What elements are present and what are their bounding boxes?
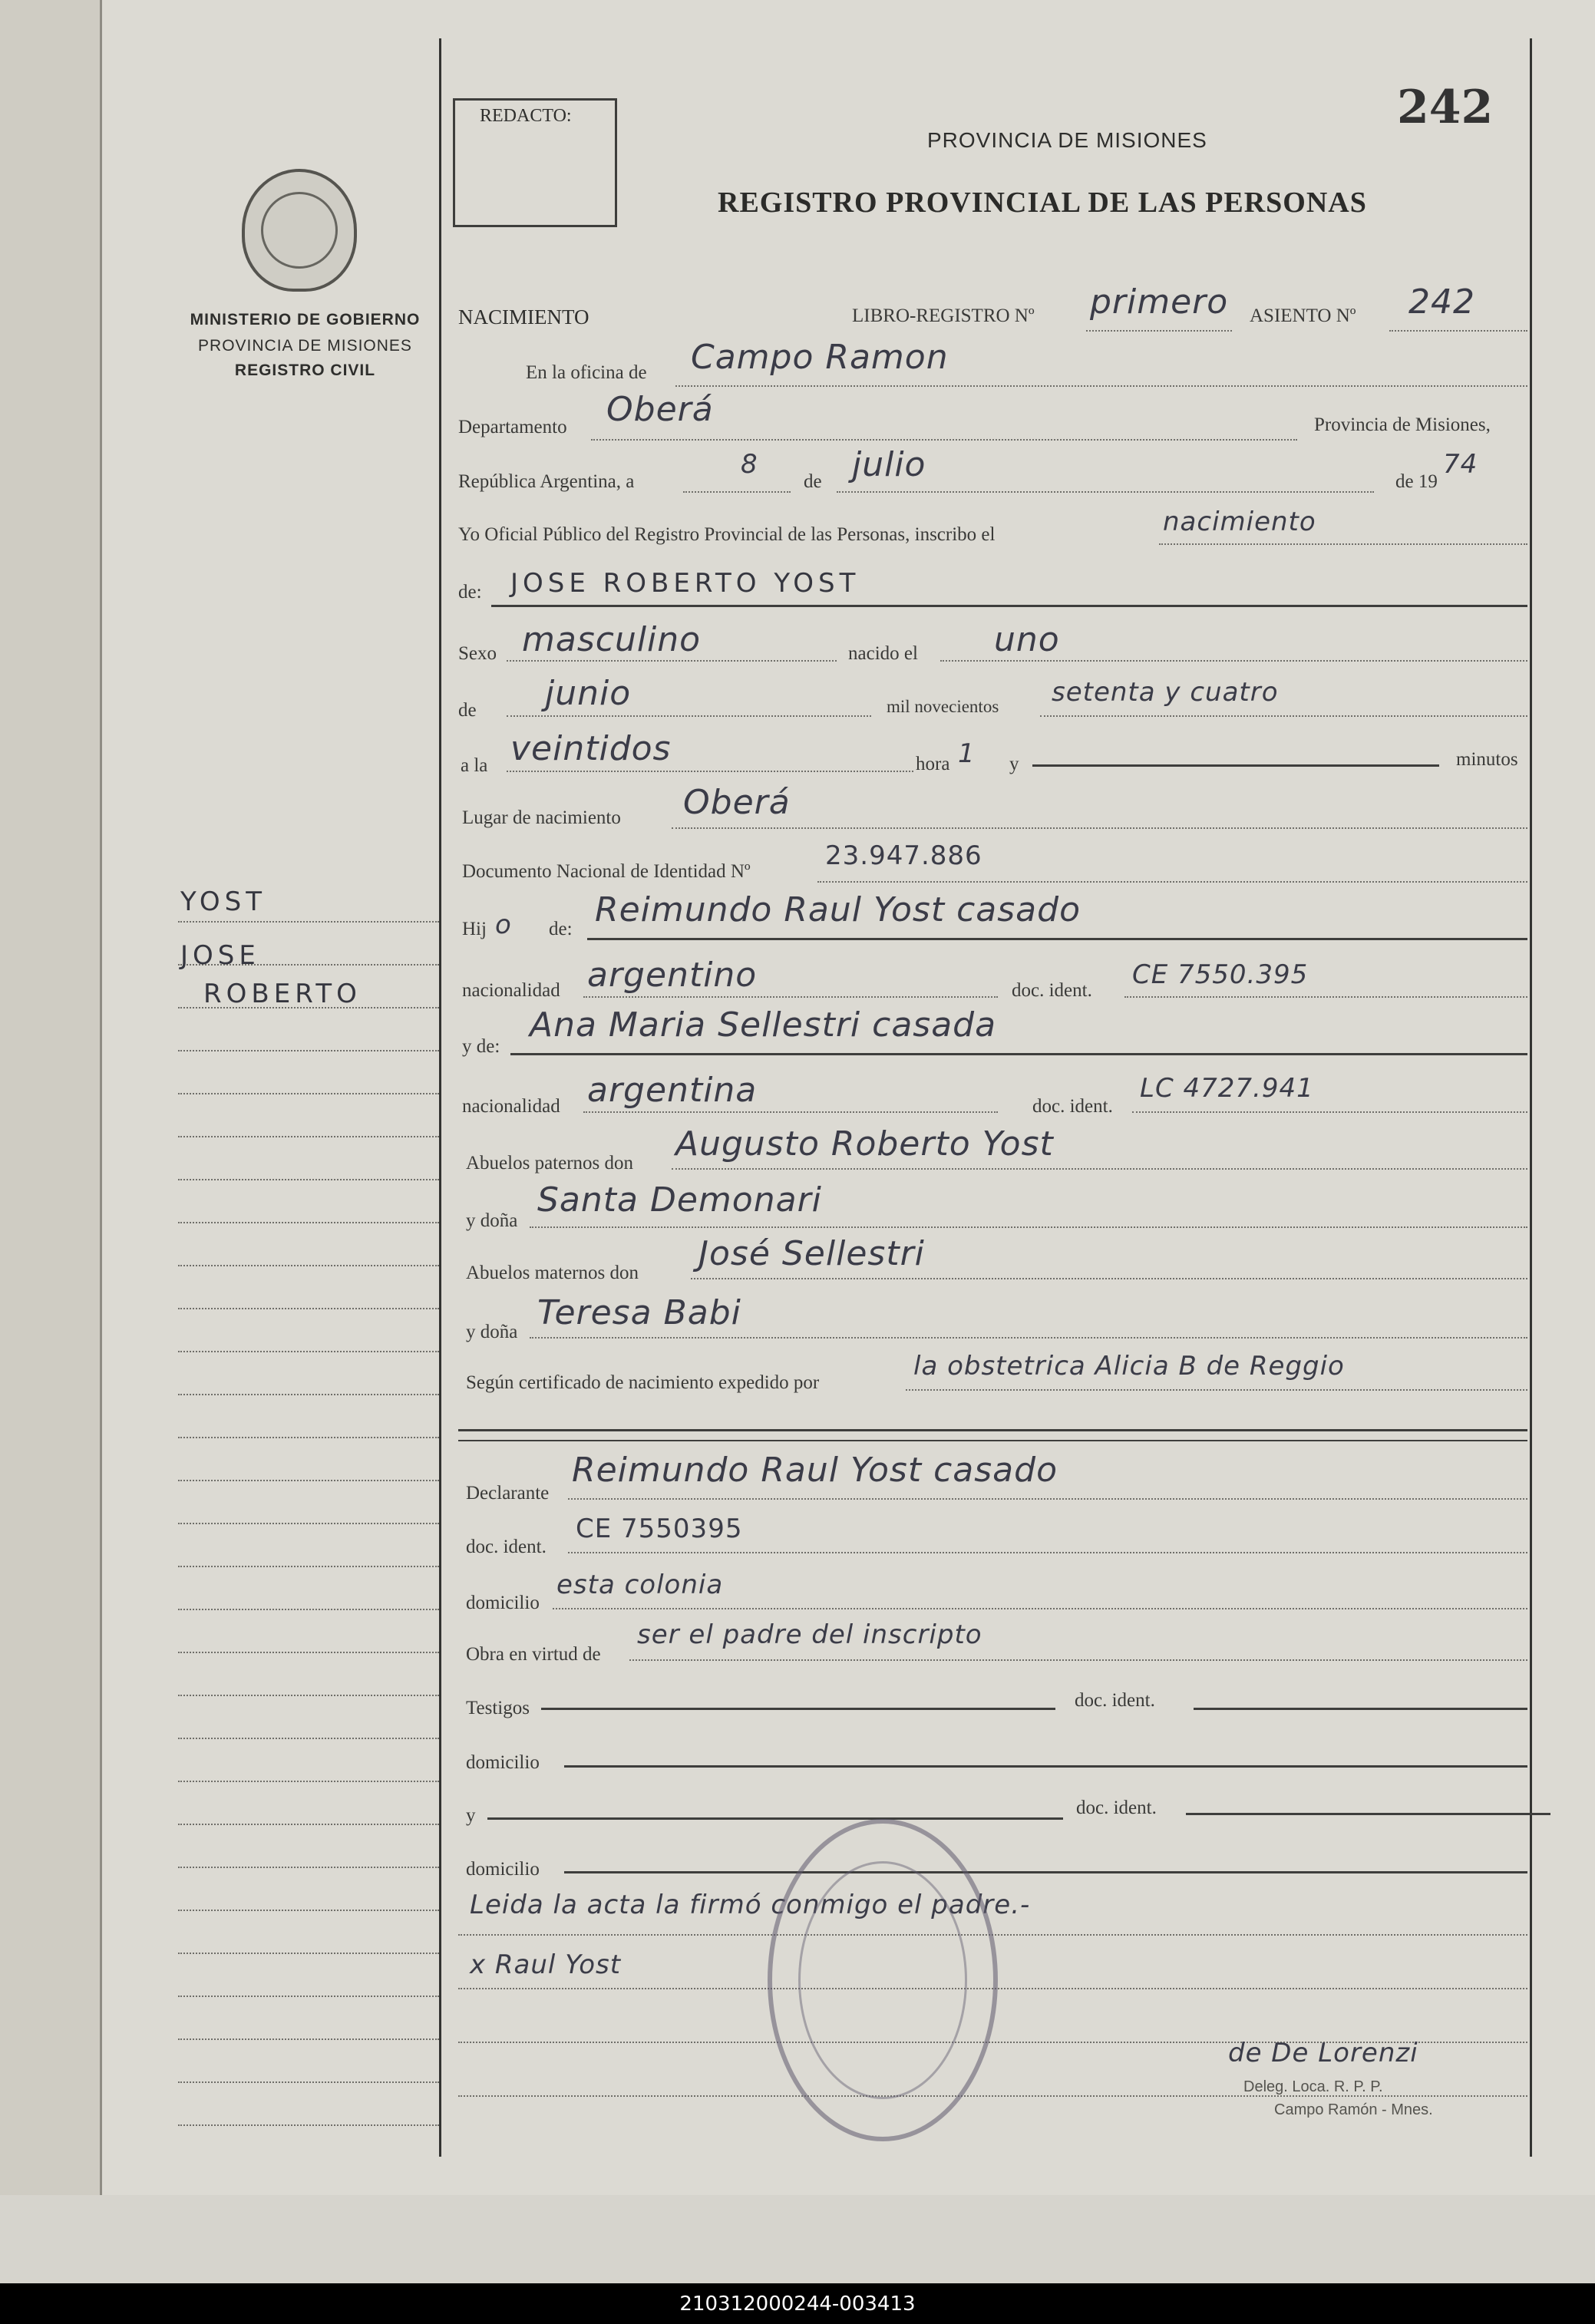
nacido-mes-value: junio: [545, 674, 632, 713]
mes-value: julio: [852, 445, 926, 484]
abuelo-paterno-value: Augusto Roberto Yost: [675, 1124, 1054, 1164]
padre-doc-value: CE 7550.395: [1132, 959, 1309, 990]
image-caption: 210312000244-003413: [679, 2292, 916, 2316]
documento-label: Documento Nacional de Identidad Nº: [462, 861, 751, 882]
hijo-de-label: de:: [549, 919, 573, 939]
left-header-ministry: MINISTERIO DE GOBIERNO: [190, 311, 421, 328]
page-bottom-margin: [0, 2195, 1595, 2287]
doc-ident-testigo1-label: doc. ident.: [1075, 1690, 1155, 1711]
margin-rule-right: [1530, 38, 1532, 2157]
libro-value: primero: [1090, 282, 1229, 322]
image-caption-bar: [0, 2283, 1595, 2324]
seal-inner-ring: [261, 192, 338, 269]
nacionalidad-padre-label: nacionalidad: [462, 980, 560, 1001]
abuela-materna-value: Teresa Babi: [537, 1293, 741, 1332]
y-dona-paterna-label: y doña: [466, 1210, 518, 1231]
madre-doc-value: LC 4727.941: [1140, 1073, 1314, 1104]
delegation-line2: Campo Ramón - Mnes.: [1274, 2101, 1433, 2118]
testigos-label: Testigos: [466, 1698, 530, 1718]
lugar-label: Lugar de nacimiento: [462, 807, 621, 828]
hijo-prefix-label: Hij: [462, 919, 487, 939]
margin-rule-left: [439, 38, 441, 2157]
left-header: [177, 311, 434, 380]
y-de-label: y de:: [462, 1036, 500, 1057]
nacido-el-label: nacido el: [848, 643, 918, 664]
oficial-statement: Yo Oficial Público del Registro Provincial de las Personas, inscribo el: [458, 524, 996, 545]
obra-label: Obra en virtud de: [466, 1644, 601, 1665]
margin-note-first-name: JOSE: [180, 940, 260, 971]
anio-value: 74: [1443, 449, 1478, 480]
redacto-label: REDACTO:: [480, 106, 572, 126]
doc-ident-testigo2-label: doc. ident.: [1076, 1797, 1157, 1818]
de-nombre-label: de:: [458, 582, 482, 602]
hijo-suffix-value: o: [495, 909, 512, 940]
nacido-anio-value: setenta y cuatro: [1052, 677, 1279, 708]
registry-title: REGISTRO PROVINCIAL DE LAS PERSONAS: [718, 187, 1367, 219]
segun-label: Según certificado de nacimiento expedido por: [466, 1372, 820, 1393]
doc-ident-padre-label: doc. ident.: [1012, 980, 1092, 1001]
oficina-label: En la oficina de: [526, 362, 647, 383]
doc-ident-madre-label: doc. ident.: [1032, 1096, 1113, 1117]
de-19-label: de 19: [1395, 471, 1438, 492]
nacimiento-label: NACIMIENTO: [458, 305, 589, 328]
declarante-label: Declarante: [466, 1483, 550, 1504]
dni-value: 23.947.886: [825, 840, 982, 871]
left-header-province: PROVINCIA DE MISIONES: [198, 337, 412, 355]
de-label: de: [804, 471, 822, 492]
abuela-paterna-value: Santa Demonari: [537, 1180, 822, 1220]
domicilio-value: esta colonia: [556, 1570, 724, 1600]
domicilio-testigo1-label: domicilio: [466, 1752, 540, 1773]
y-label: y: [1009, 754, 1019, 774]
folio-number: 242: [1397, 81, 1494, 134]
republica-label: República Argentina, a: [458, 471, 635, 492]
padre-value: Reimundo Raul Yost casado: [595, 890, 1081, 929]
closing-note: Leida la acta la firmó conmigo el padre.-: [470, 1890, 1031, 1920]
margin-note-surname: YOST: [180, 886, 267, 917]
previous-page-lines: [0, 0, 107, 2226]
official-stamp-inner-ring: [798, 1861, 967, 2099]
sexo-label: Sexo: [458, 643, 497, 664]
nombre-value: JOSE ROBERTO YOST: [510, 568, 860, 599]
declarante-value: Reimundo Raul Yost casado: [572, 1451, 1058, 1490]
domicilio-testigo2-label: domicilio: [466, 1859, 540, 1880]
nacionalidad-madre-label: nacionalidad: [462, 1096, 560, 1117]
hora-num-value: 1: [958, 738, 976, 769]
departamento-value: Oberá: [606, 390, 714, 429]
dia-value: 8: [741, 449, 758, 480]
hora-texto-value: veintidos: [510, 729, 672, 768]
padre-nacionalidad-value: argentino: [587, 956, 758, 995]
minutos-label: minutos: [1456, 749, 1518, 770]
oficina-value: Campo Ramon: [691, 338, 949, 377]
libro-registro-label: LIBRO-REGISTRO Nº: [852, 305, 1035, 326]
asiento-value: 242: [1408, 282, 1475, 322]
official-signature: de De Lorenzi: [1228, 2038, 1418, 2068]
obra-value: ser el padre del inscripto: [637, 1619, 982, 1650]
doc-ident-declarante-label: doc. ident.: [466, 1537, 547, 1557]
margin-note-middle-name: ROBERTO: [203, 979, 362, 1009]
departamento-label: Departamento: [458, 417, 567, 437]
y-dona-materna-label: y doña: [466, 1322, 518, 1342]
hora-label: hora: [916, 754, 950, 774]
left-header-registry: REGISTRO CIVIL: [234, 361, 376, 379]
sexo-value: masculino: [522, 620, 702, 659]
lugar-value: Oberá: [683, 783, 791, 822]
delegation-line1: Deleg. Loca. R. P. P.: [1243, 2078, 1383, 2095]
de-mes-label: de: [458, 700, 477, 721]
y-testigo2-label: y: [466, 1805, 476, 1826]
mil-novecientos-label: mil novecientos: [887, 697, 999, 716]
provincia-label: Provincia de Misiones,: [1314, 414, 1491, 435]
abuelos-maternos-label: Abuelos maternos don: [466, 1263, 639, 1283]
madre-nacionalidad-value: argentina: [587, 1071, 758, 1110]
asiento-label: ASIENTO Nº: [1250, 305, 1356, 326]
madre-value: Ana Maria Sellestri casada: [530, 1005, 997, 1045]
inscripcion-value: nacimiento: [1163, 507, 1316, 537]
declarante-doc-value: CE 7550395: [576, 1514, 743, 1544]
province-header: PROVINCIA DE MISIONES: [927, 128, 1207, 152]
abuelos-paternos-label: Abuelos paternos don: [466, 1153, 634, 1174]
declarante-signature: x Raul Yost: [470, 1949, 622, 1980]
abuelo-materno-value: José Sellestri: [698, 1234, 925, 1273]
certificado-value: la obstetrica Alicia B de Reggio: [913, 1351, 1345, 1382]
a-la-label: a la: [461, 755, 488, 776]
domicilio-declarante-label: domicilio: [466, 1593, 540, 1613]
nacido-dia-value: uno: [994, 620, 1060, 659]
